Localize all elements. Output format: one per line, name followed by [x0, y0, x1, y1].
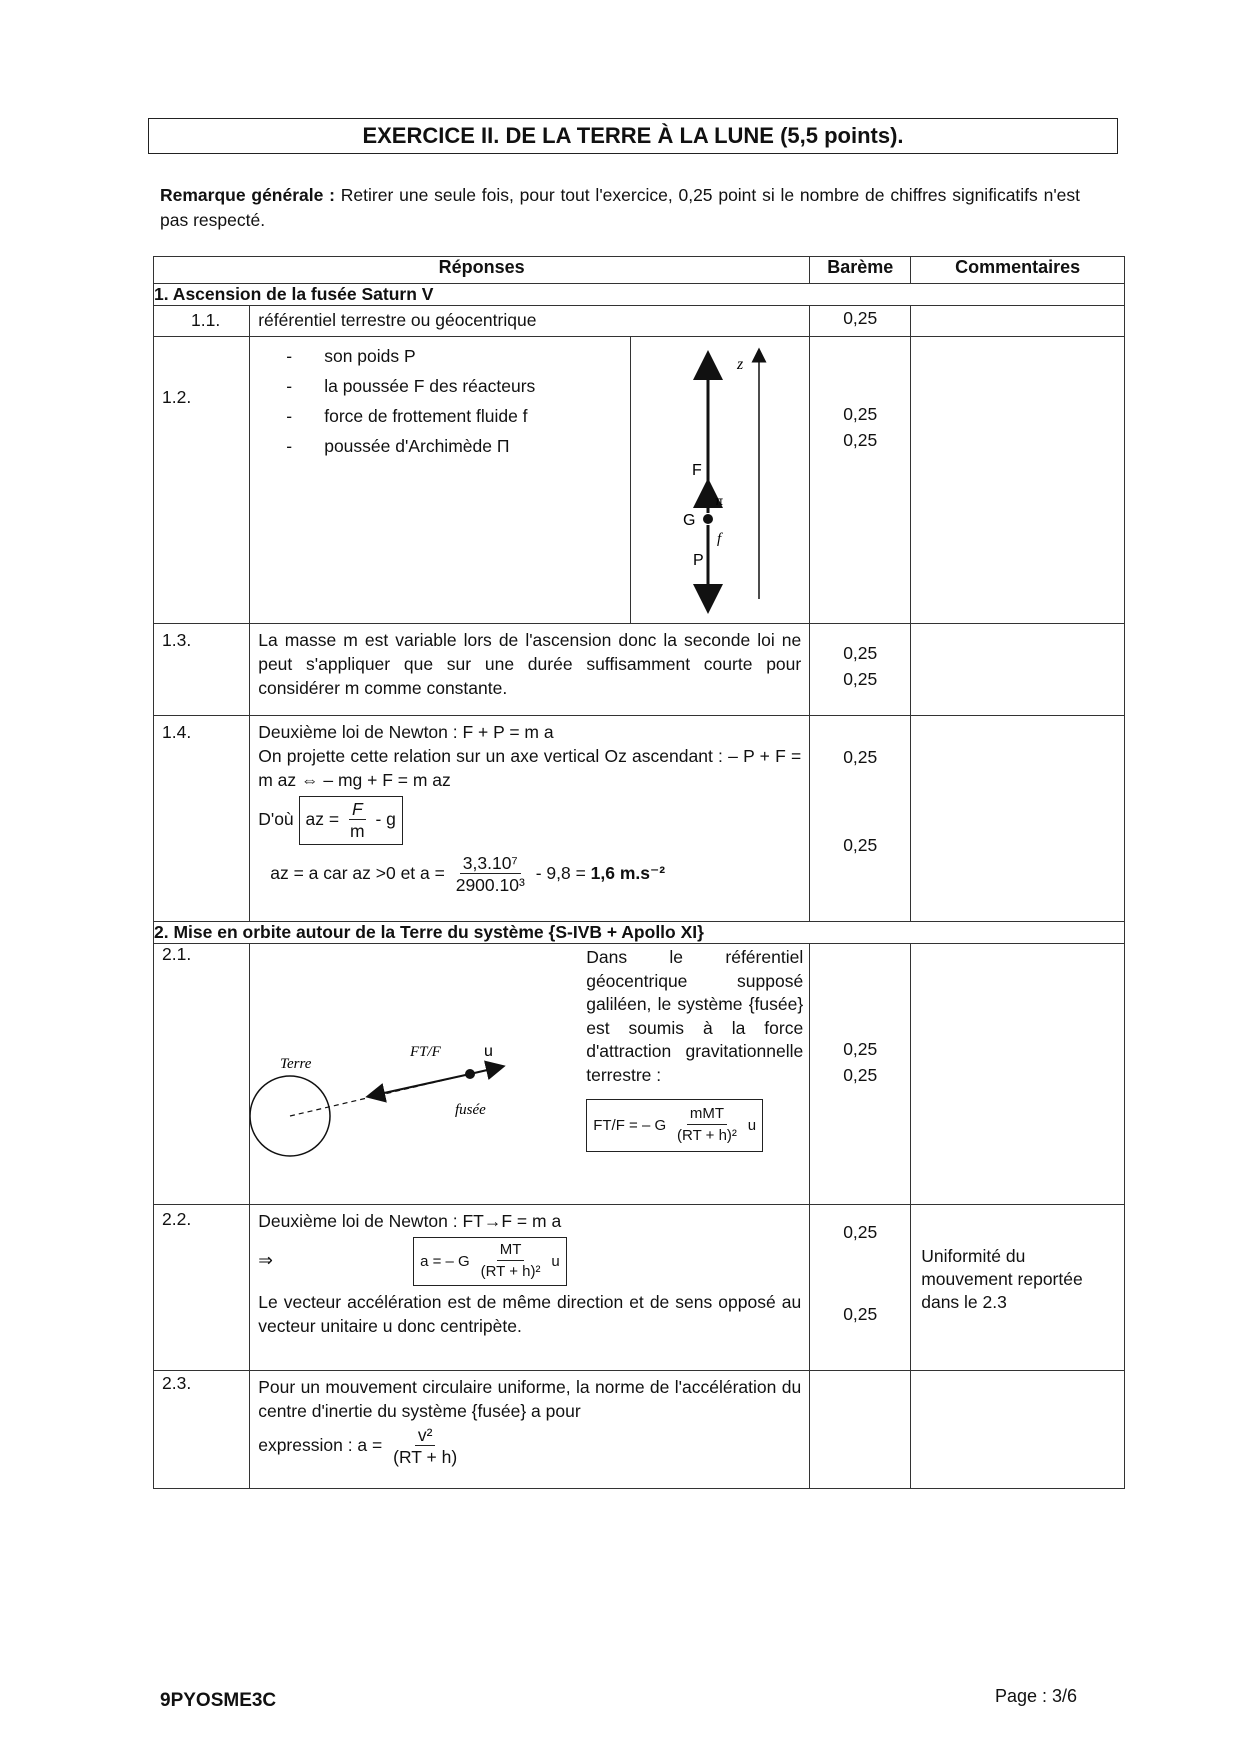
exercise-title-text: EXERCICE II. DE LA TERRE À LA LUNE (5,5 points). [362, 123, 904, 148]
q22-formula-den: (RT + h)² [480, 1263, 541, 1280]
q14-line1: Deuxième loi de Newton : F + P = m a [258, 722, 554, 742]
center-of-mass-point [703, 514, 713, 524]
exercise-title [148, 118, 1118, 154]
q12-forces-list-wrap [250, 337, 631, 623]
header-responses: Réponses [154, 257, 810, 284]
q12-forces-list [286, 341, 630, 461]
q22-formula-num: MT [497, 1240, 525, 1261]
q23-num: 2.3. [154, 1371, 250, 1489]
q21-points [810, 944, 911, 1205]
q12-point-2: 0,25 [843, 430, 878, 450]
general-remark [160, 183, 1080, 233]
remark-text: Retirer une seule fois, pour tout l'exercice, 0,25 point si le nombre de chiffres significatifs n'est pas respecté. [160, 185, 1081, 230]
force-diagram-svg [631, 337, 809, 623]
q21-formula-den: (RT + h)² [677, 1127, 737, 1144]
q12-content [250, 337, 810, 624]
force-label: FT/F [410, 1044, 442, 1060]
q23-frac-num: v² [415, 1425, 436, 1446]
q14-num: 1.4. [154, 716, 250, 922]
q21-text-column [580, 944, 809, 1204]
q22-line3: Le vecteur accélération est de même direction et de sens opposé au vecteur unitaire u donc centripète. [258, 1292, 802, 1336]
answer-table [153, 256, 1125, 1489]
q12-force-diagram [631, 337, 809, 623]
q13-text: La masse m est variable lors de l'ascension donc la seconde loi ne peut s'appliquer que sur une durée suffisamment courte pour considérer m comme constante. [250, 624, 810, 716]
q11-text: référentiel terrestre ou géocentrique [250, 306, 810, 337]
q13-point-2: 0,25 [843, 669, 878, 689]
q21-point-2: 0,25 [843, 1065, 878, 1085]
q11-points: 0,25 [810, 306, 911, 337]
q13-point-1: 0,25 [843, 643, 878, 663]
q21-num: 2.1. [154, 944, 250, 1205]
q22-point-2: 0,25 [843, 1304, 878, 1324]
q12-point-1: 0,25 [843, 404, 878, 424]
header-bareme: Barème [810, 257, 911, 284]
q11-num: 1.1. [154, 306, 250, 337]
q22-content [250, 1205, 810, 1371]
list-item: - poussée d'Archimède Π [286, 431, 630, 461]
q21-content [250, 944, 810, 1205]
q14-minus-g: - g [375, 809, 396, 830]
q14-dou: D'où [258, 809, 294, 830]
list-item: - la poussée F des réacteurs [286, 371, 630, 401]
gravity-force-arrow [375, 1074, 470, 1095]
q21-formula-num: mMT [687, 1104, 727, 1125]
q22-comment: Uniformité du mouvement reportée dans le 2.3 [911, 1205, 1125, 1371]
list-item: - son poids P [286, 341, 630, 371]
q12-comment [911, 337, 1125, 624]
q14-comment [911, 716, 1125, 922]
q14-numeric-tail: - 9,8 = [535, 863, 586, 884]
gravity-diagram-svg [250, 944, 580, 1204]
section-1-title: 1. Ascension de la fusée Saturn V [154, 284, 1125, 306]
earth-label: Terre [280, 1056, 312, 1072]
q14-point-2: 0,25 [843, 835, 878, 855]
q23-expression [258, 1425, 801, 1468]
header-comments: Commentaires [911, 257, 1125, 284]
q21-formula-frac [674, 1104, 740, 1147]
q23-fraction [390, 1425, 460, 1468]
table-row [154, 337, 1125, 624]
q14-line2: On projette cette relation sur un axe vertical Oz ascendant : – P + F = m az ⇔ – mg + F = m az [258, 746, 802, 790]
q14-content [250, 716, 810, 922]
q22-num: 2.2. [154, 1205, 250, 1371]
q14-fraction [347, 799, 368, 842]
q14-formula-line [258, 796, 801, 845]
q23-points [810, 1371, 911, 1489]
thrust-label: F [692, 462, 702, 479]
q22-formula-lhs: a = – G [420, 1253, 470, 1271]
q13-comment [911, 624, 1125, 716]
table-row [154, 944, 1125, 1205]
document-code: 9PYOSME3C [160, 1690, 277, 1711]
q23-frac-den: (RT + h) [393, 1447, 458, 1467]
q23-comment [911, 1371, 1125, 1489]
q21-comment [911, 944, 1125, 1205]
section-1-row [154, 284, 1125, 306]
q13-points [810, 624, 911, 716]
q22-arrow: ⇒ [258, 1250, 273, 1271]
center-of-mass-label: G [683, 512, 696, 529]
section-2-row [154, 922, 1125, 944]
table-row [154, 1371, 1125, 1489]
q11-comment [911, 306, 1125, 337]
q13-num: 1.3. [154, 624, 250, 716]
q14-numeric-den: 2900.10³ [455, 875, 525, 895]
page-number: Page : 3/6 [995, 1686, 1078, 1706]
table-row [154, 624, 1125, 716]
q22-formula-frac [478, 1240, 544, 1283]
q21-formula-u: u [747, 1117, 757, 1135]
table-row [154, 1205, 1125, 1371]
q12-points [810, 337, 911, 624]
section-2-title: 2. Mise en orbite autour de la Terre du système {S-IVB + Apollo XI} [154, 922, 1125, 944]
table-row [154, 306, 1125, 337]
q14-frac-den: m [350, 821, 365, 841]
q14-az-label: az = [305, 809, 340, 830]
archimedes-label: π [715, 494, 724, 508]
table-header-row [154, 257, 1125, 284]
list-item: - force de frottement fluide f [286, 401, 630, 431]
q12-num: 1.2. [154, 337, 250, 624]
q23-text: Pour un mouvement circulaire uniforme, la norme de l'accélération du centre d'inertie du système {fusée} a pour [258, 1377, 802, 1421]
table-row [154, 716, 1125, 922]
q22-line1: Deuxième loi de Newton : FT→F = m a [258, 1211, 562, 1231]
q14-points [810, 716, 911, 922]
q14-numeric-fraction [453, 853, 528, 896]
q14-numeric-num: 3,3.10⁷ [460, 853, 521, 874]
q21-text: Dans le référentiel géocentrique supposé galiléen, le système {fusée} est soumis à la force d'attraction gravitationnelle terrestre : [586, 947, 804, 1085]
q22-points [810, 1205, 911, 1371]
q14-point-1: 0,25 [843, 747, 878, 767]
q21-formula-lhs: FT/F = – G [593, 1117, 667, 1135]
remark-label: Remarque générale : [160, 185, 335, 205]
u-label: u [484, 1043, 494, 1060]
q22-point-1: 0,25 [843, 1222, 878, 1242]
q14-numeric-line [258, 853, 801, 896]
q14-numeric-prefix: az = a car az >0 et a = [270, 863, 445, 884]
q23-content [250, 1371, 810, 1489]
q14-az-formula [299, 796, 403, 845]
q21-diagram [250, 944, 580, 1204]
q22-formula-u: u [551, 1253, 560, 1271]
weight-label: P [693, 552, 704, 569]
q21-point-1: 0,25 [843, 1039, 878, 1059]
q14-result: 1,6 m.s⁻² [590, 863, 666, 884]
z-label: z [737, 356, 744, 373]
q21-formula [586, 1099, 803, 1152]
q14-frac-num: F [349, 799, 366, 820]
q23-expr-label: expression : a = [258, 1435, 383, 1456]
q22-formula-line [258, 1237, 801, 1286]
rocket-label: fusée [455, 1102, 487, 1118]
friction-label: f [717, 531, 722, 547]
